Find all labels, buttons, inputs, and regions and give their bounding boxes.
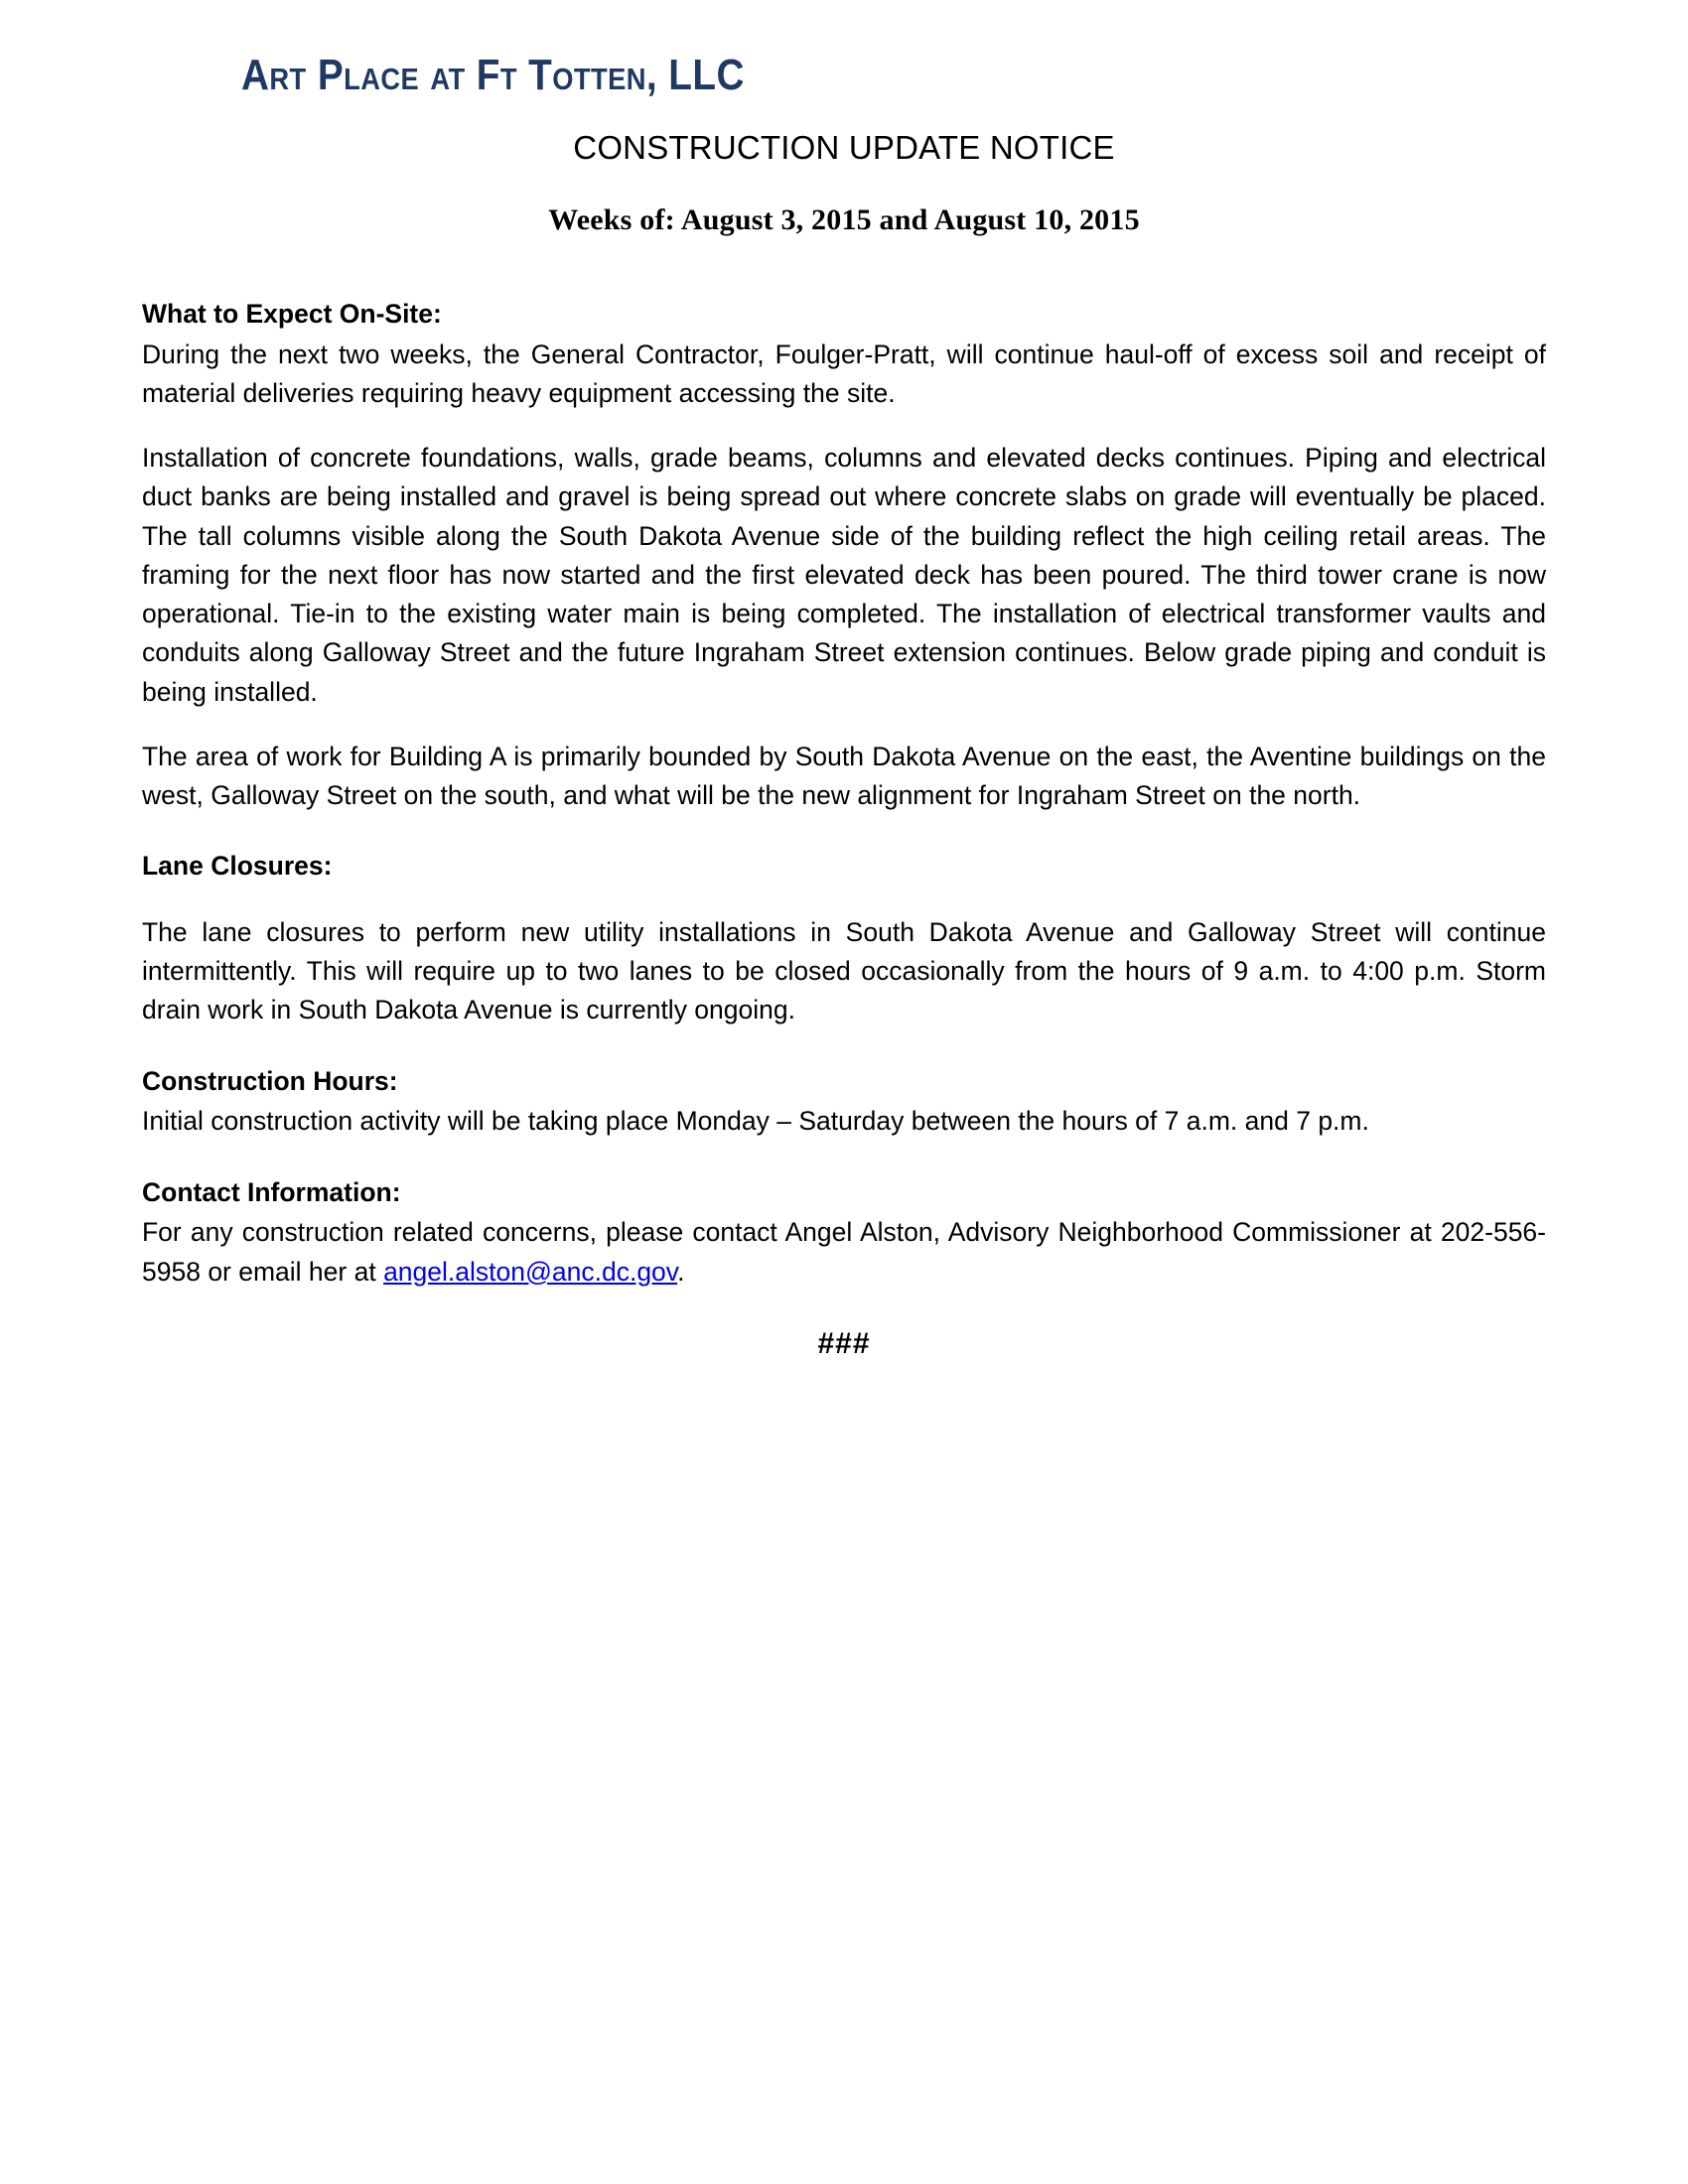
- paragraph-expect-2: Installation of concrete foundations, walls, grade beams, columns and elevated decks continues. Piping and electrical duct banks are being installed and gravel is being spread out where concrete slabs on grade will eventually be placed. The tall columns visible along the South Dakota Avenue side of the building reflect the high ceiling retail areas. The framing for the next floor has now started and the first elevated deck has been poured. The third tower crane is now operational. Tie-in to the existing water main is being completed. The installation of electrical transformer vaults and conduits along Galloway Street and the future Ingraham Street extension continues. Below grade piping and conduit is being installed.: [142, 443, 1546, 707]
- spacer: [142, 1030, 1546, 1064]
- page-subtitle-dates: Weeks of: August 3, 2015 and August 10, 2015: [548, 204, 1140, 236]
- masthead: [0, 0, 1688, 97]
- email-link[interactable]: angel.alston@anc.dc.gov: [383, 1256, 678, 1287]
- paragraph-contact: [142, 1213, 1546, 1291]
- page-title: CONSTRUCTION UPDATE NOTICE: [573, 129, 1115, 166]
- heading-what-to-expect: What to Expect On-Site:: [142, 299, 442, 329]
- spacer: [142, 712, 1546, 738]
- contact-text-before-email: For any construction related concerns, please contact Angel Alston, Advisory Neighborhood Commissioner at 202-556-5958 or email her at: [142, 1217, 1546, 1287]
- spacer: [142, 887, 1546, 913]
- paragraph-construction-hours: Initial construction activity will be taking place Monday – Saturday between the hours of 7 a.m. and 7 p.m.: [142, 1106, 1369, 1137]
- paragraph-expect-1: During the next two weeks, the General Contractor, Foulger-Pratt, will continue haul-off of excess soil and receipt of material deliveries requiring heavy equipment accessing the site.: [142, 339, 1546, 408]
- spacer: [142, 815, 1546, 849]
- heading-lane-closures: Lane Closures:: [142, 851, 333, 882]
- heading-construction-hours: Construction Hours:: [142, 1065, 398, 1096]
- document-body: [0, 297, 1688, 1361]
- paragraph-expect-3: The area of work for Building A is primarily bounded by South Dakota Avenue on the east, the Aventine buildings on the west, Galloway Street on the south, and what will be the new alignment for Ingraham Street on the north.: [142, 741, 1546, 810]
- footer-end-marks: ###: [817, 1326, 871, 1360]
- spacer: [142, 413, 1546, 439]
- spacer: [142, 1142, 1546, 1175]
- paragraph-lane-closures: The lane closures to perform new utility installations in South Dakota Avenue and Galloway Street will continue intermittently. This will require up to two lanes to be closed occasionally from the hours of 9 a.m. to 4:00 p.m. Storm drain work in South Dakota Avenue is currently ongoing.: [142, 916, 1546, 1025]
- contact-text-after-email: .: [677, 1256, 685, 1287]
- company-logo-text: Art Place at Ft Totten, LLC: [241, 51, 745, 99]
- heading-contact-information: Contact Information:: [142, 1176, 401, 1207]
